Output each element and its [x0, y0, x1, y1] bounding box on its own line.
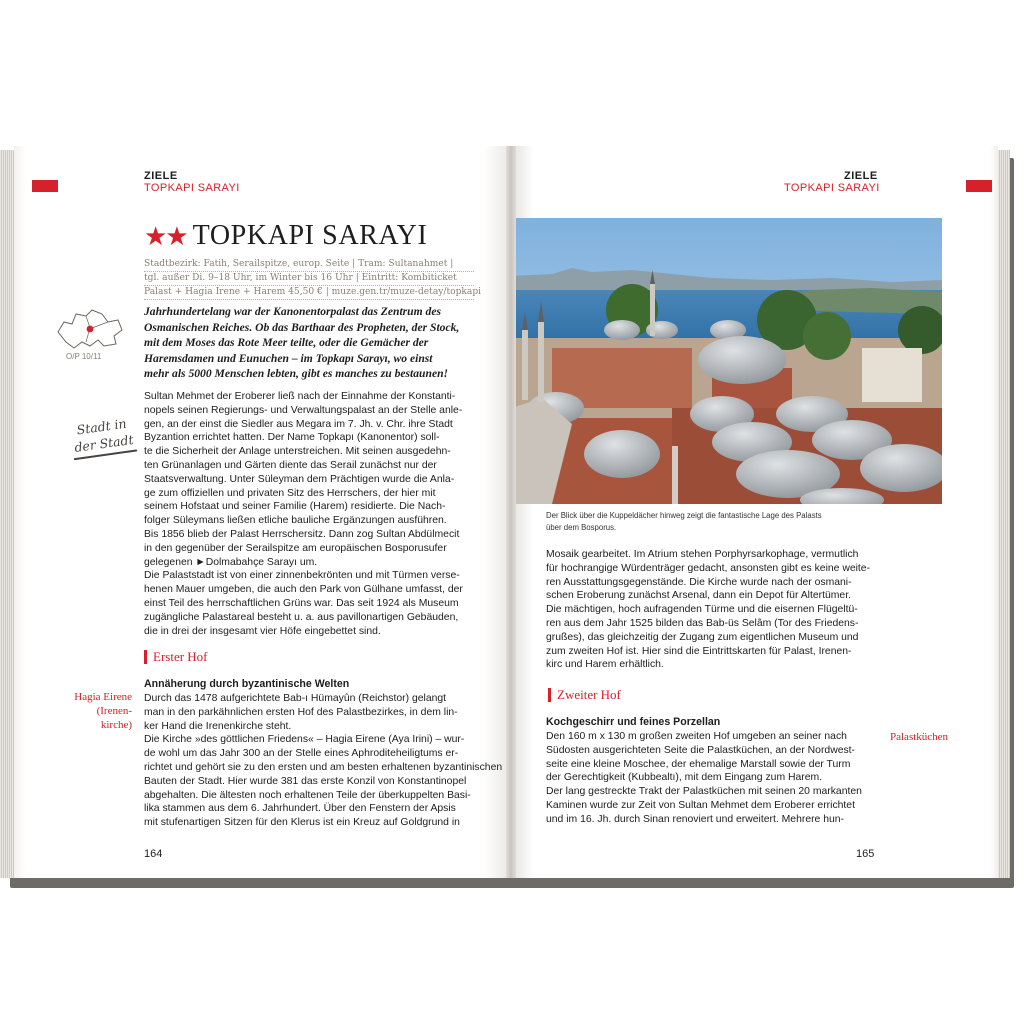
text-line: Den 160 m x 130 m großen zweiten Hof umgeben an seiner nach [546, 731, 847, 742]
intro-line: Osmanischen Reiches. Ob das Barthaar des Propheten, der Stock, [144, 320, 460, 334]
section-text [546, 730, 882, 827]
caption-line: Der Blick über die Kuppeldächer hinweg zeigt die fantastische Lage des Palasts [546, 511, 822, 520]
text-line: ren Ausstattungsgegenstände. Die Kirche wurde nach der osmani- [546, 576, 852, 588]
text-line: Bauten der Stadt. Hier wurde 381 das erste Konzil von Konstantinopel [144, 775, 467, 787]
photo-caption [546, 510, 946, 533]
intro-line: Haremsdamen und Eunuchen – im Topkapı Sarayı, wo einst [144, 351, 433, 365]
margin-note [38, 690, 132, 732]
text-line: henen Mauer umgeben, die auch den Park von Gülhane umfasst, der [144, 584, 463, 596]
page-number: 164 [144, 848, 163, 860]
text-line: man in den parkähnlichen ersten Hof des Palastbezirkes, in dem lin- [144, 706, 458, 718]
text-line: der Gerechtigkeit (Kubbealtı), mit dem Eingang zum Harem. [546, 772, 823, 784]
section-text [144, 692, 503, 830]
info-line: tgl. außer Di. 9–18 Uhr, im Winter bis 16 Uhr | Eintritt: Kombiticket [144, 272, 474, 286]
intro-line: mit dem Moses das Rote Meer teilte, oder die Gemächer der [144, 336, 429, 349]
text-line: abgehalten. Die ältesten noch erhaltenen Teile der überkuppelten Basi- [144, 789, 471, 801]
stamp-line: der Stadt [73, 431, 135, 455]
text-line: ge zum offiziellen und privaten Sitz des Herrschers, der hier mit [144, 487, 436, 499]
title-text: TOPKAPI SARAYI [192, 220, 428, 251]
text-line: nopels seinen Regierungs- und Verwaltungspalast an der Stelle anle- [144, 404, 463, 416]
body-text [546, 548, 882, 672]
text-line: Südosten ausgerichteten Seite die Palastküchen, an der Nordwest- [546, 744, 856, 756]
margin-note-line: kirche) [100, 719, 132, 731]
text-line: einst Teil des herrschaftlichen Grüns war. Das seit 1924 als Museum [144, 597, 459, 609]
locator-map-icon [52, 302, 126, 354]
info-line: Palast + Hagia Irene + Harem 45,50 € | muze.gen.tr/muze-detay/topkapi [144, 286, 474, 300]
text-line: Byzantion errichtet hatten. Der Name Topkapı (Kanonentor) soll- [144, 432, 440, 444]
section-heading: Erster Hof [144, 650, 208, 664]
body-text [144, 390, 480, 638]
text-line: und im 16. Jh. durch Sinan renoviert und erweitert. Mehrere hun- [546, 813, 845, 825]
running-head-title: TOPKAPI SARAYI [144, 182, 240, 194]
text-line: Durch das 1478 aufgerichtete Bab-ı Hümayûn (Reichstor) gelangt [144, 693, 447, 704]
text-line: gen, an der einst die Siedler aus Megara im 7. Jh. v. Chr. ihre Stadt [144, 418, 453, 430]
palace-photo [512, 218, 942, 504]
text-line: richtet und gehört sie zu den ersten und am besten erhaltenen byzantinischen [144, 761, 503, 773]
page-number: 165 [856, 848, 875, 860]
right-page [512, 146, 998, 878]
text-line: Mosaik gearbeitet. Im Atrium stehen Porphyrsarkophage, vermutlich [546, 549, 859, 560]
running-head-label: ZIELE [144, 170, 178, 182]
text-line: te die Sicherheit der Anlage unterstreichen. Mit seinen ausgedehn- [144, 446, 451, 458]
text-line: schen Eroberung zunächst Arsenal, dann ein Depot für Altertümer. [546, 590, 851, 602]
section-heading: Zweiter Hof [548, 688, 621, 702]
stamp-line: Stadt in [75, 415, 128, 438]
text-line: gelegenen ►Dolmabahçe Sarayı um. [144, 556, 318, 568]
stamp-label [62, 413, 145, 461]
page-title [144, 220, 427, 252]
rating-stars: ★★ [144, 220, 187, 251]
text-line: ten Grünanlagen und Gärten diente das Serail zunächst nur der [144, 459, 437, 471]
margin-note-line: (Irenen- [96, 705, 132, 717]
text-line: seite eine kleine Moschee, der ehemalige Marstall sowie der Turm [546, 758, 851, 770]
text-line: in den gegenüber der Serailspitze am europäischen Bosporusufer [144, 542, 447, 554]
text-line: lika stammen aus dem 6. Jahrhundert. Über den Fenstern der Apsis [144, 803, 456, 815]
margin-note-line: Hagia Eirene [74, 691, 132, 703]
page-edges-right [996, 150, 1010, 878]
text-line: Sultan Mehmet der Eroberer ließ nach der Einnahme der Konstanti- [144, 391, 456, 402]
section-marker-tab [966, 180, 992, 192]
intro-paragraph [144, 304, 480, 382]
text-line: die in drei der insgesamt vier Höfe eingebettet sind. [144, 625, 381, 637]
info-box [144, 258, 482, 300]
text-line: Die Palaststadt ist von einer zinnenbekrönten und mit Türmen verse- [144, 570, 460, 582]
intro-line: mehr als 5000 Menschen lebten, gibt es manches zu bestaunen! [144, 367, 449, 380]
caption-line: über dem Bosporus. [546, 522, 617, 532]
text-line: seinem Hofstaat und seiner Familie (Harem) residierte. Die Nach- [144, 501, 446, 513]
subheading: Annäherung durch byzantinische Welten [144, 678, 350, 690]
text-line: ker Hand die Irenenkirche steht. [144, 720, 292, 732]
intro-line: Jahrhundertelang war der Kanonentorpalast das Zentrum des [144, 305, 441, 318]
text-line: Staatsverwaltung. Unter Süleyman dem Prächtigen wurde die Anla- [144, 473, 455, 485]
subheading: Kochgeschirr und feines Porzellan [546, 716, 721, 728]
left-page [14, 146, 510, 878]
text-line: Die Kirche »des göttlichen Friedens« – Hagia Eirene (Aya Irini) – wur- [144, 734, 465, 746]
text-line: grußes), das gleichzeitig der Zugang zum eigentlichen Museum und [546, 631, 859, 643]
book-gutter [506, 146, 516, 878]
text-line: Die mächtigen, hoch aufragenden Türme und die eisernen Flügeltü- [546, 604, 858, 616]
text-line: mit stufenartigen Sitzen für den Klerus ist ein Kreuz auf Goldgrund in [144, 817, 460, 829]
text-line: folger Süleymans ließen etliche bauliche Ergänzungen ausführen. [144, 515, 447, 527]
margin-note: Palastküchen [890, 731, 949, 743]
running-head-title: TOPKAPI SARAYI [784, 182, 880, 194]
text-line: de wohl um das Jahr 300 an der Stelle eines Aphroditeheiligtums er- [144, 748, 459, 760]
map-reference: O/P 10/11 [66, 352, 102, 361]
info-line: Stadtbezirk: Fatih, Serailspitze, europ. Seite | Tram: Sultanahmet | [144, 258, 474, 272]
text-line: ren aus dem Jahr 1525 bilden das Bab-üs Selâm (Tor des Friedens- [546, 617, 859, 629]
text-line: Bis 1856 blieb der Palast Herrschersitz. Dann zog Sultan Abdülmecit [144, 528, 460, 540]
section-marker-tab [32, 180, 58, 192]
text-line: kirc und Harem erhältlich. [546, 659, 664, 671]
text-line: Der lang gestreckte Trakt der Palastküchen mit seinen 20 markanten [546, 786, 862, 798]
text-line: zugängliche Palastareal besteht u. a. aus pavillonartigen Gebäuden, [144, 611, 459, 623]
running-head-label: ZIELE [844, 170, 878, 182]
text-line: für hochrangige Würdenträger gedacht, ansonsten gibt es keine weite- [546, 562, 871, 574]
text-line: Kaminen wurde zur Zeit von Sultan Mehmet dem Eroberer errichtet [546, 799, 855, 811]
page-edges-left [0, 150, 14, 878]
text-line: zum zweiten Hof ist. Hier sind die Eintrittskarten für Palast, Irenen- [546, 645, 852, 657]
